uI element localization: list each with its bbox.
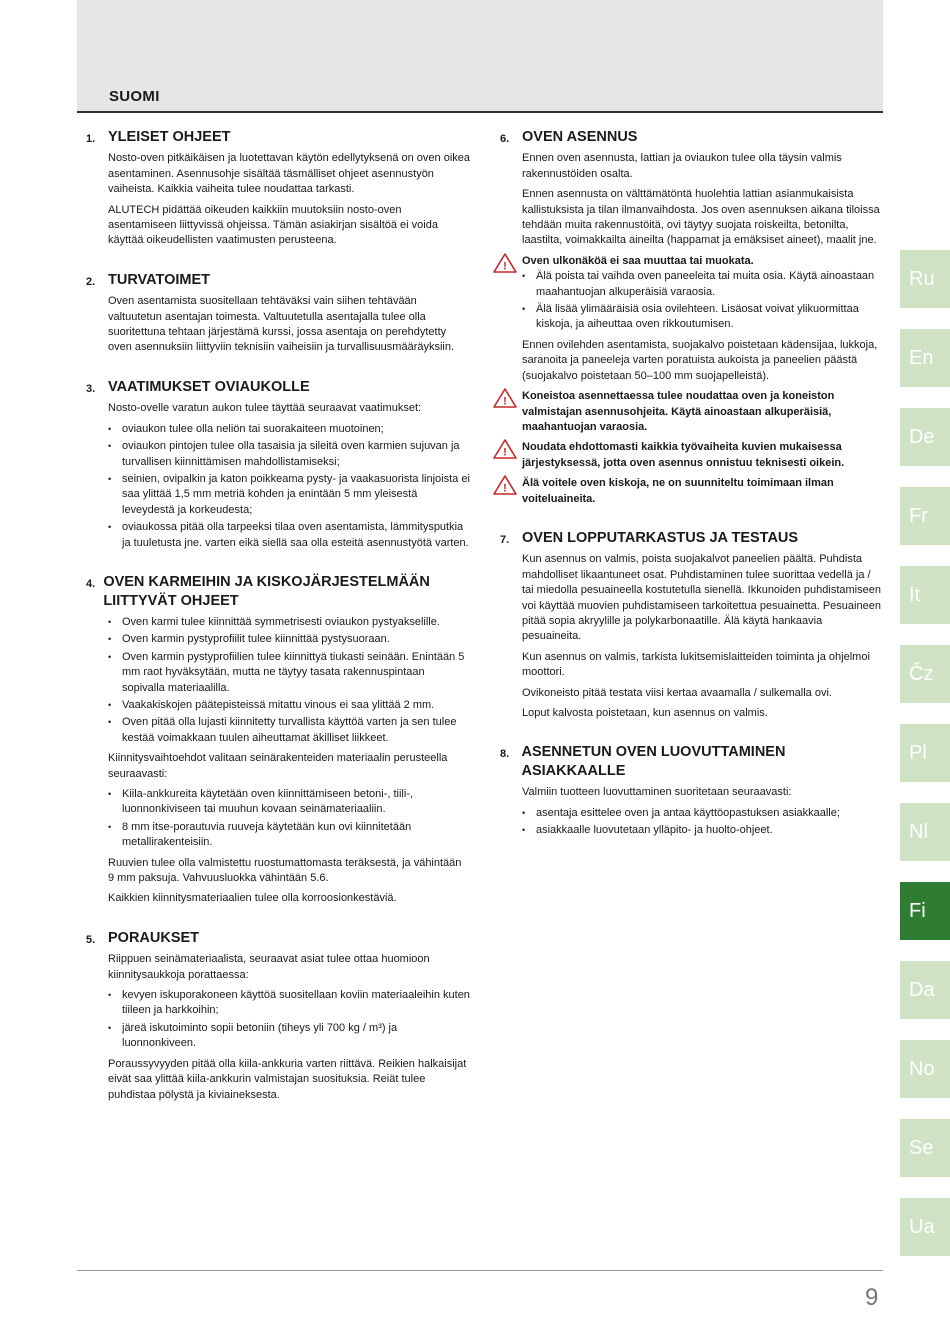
paragraph: Ennen oven asennusta, lattian ja oviaukon tulee olla täysin valmis rakennustöiden osalta.	[522, 152, 842, 180]
warning-block	[492, 476, 884, 507]
header-band	[77, 0, 883, 113]
section-5	[86, 929, 470, 1103]
tab-se[interactable]: Se	[900, 1119, 950, 1177]
tab-fi[interactable]: Fi	[900, 882, 950, 940]
bullet-list	[108, 615, 470, 746]
section-8	[500, 743, 884, 838]
paragraph: Ennen ovilehden asentamista, suojakalvo poistetaan kädensijaa, lukkoja, saranoita ja paneeleja varten poratuista aukoista ja paneelien päästä (suojakalvo poistetaan 50–100 mm suojapelleistä).	[522, 338, 878, 382]
warning-text: Oven ulkonäköä ei saa muuttaa tai muokata.	[522, 254, 754, 267]
svg-text:!: !	[503, 446, 507, 459]
warning-text: Älä voitele oven kiskoja, ne on suunniteltu toimimaan ilman voiteluaineita.	[522, 477, 834, 505]
footer-divider	[77, 1270, 883, 1271]
paragraph: ALUTECH pidättää oikeuden kaikkiin muutoksiin nosto-oven asentamiseen liittyvissä ohjeissa. Tämän asiakirjan sisältöä ei voida käyttää oikeudellisten vaatimusten perusteena.	[108, 203, 438, 247]
list-item: • seinien, ovipalkin ja katon poikkeama pysty- ja vaakasuorista linjoista ei saa ylittää 1,5 mm metriä kohden ja enintään 5 mm yleisestä leveydestä ja korkeudesta;	[108, 472, 470, 518]
section-3	[86, 378, 470, 551]
section-title: OVEN KARMEIHIN JA KISKOJÄRJESTELMÄÄN LIITTYVÄT OHJEET	[103, 573, 430, 609]
list-item: • Oven pitää olla lujasti kiinnitetty turvallista käyttöä varten ja sen tulee kestää voimakkaan tuulen aiheuttamat äkilliset liikkeet.	[108, 715, 470, 746]
list-item: • oviaukon pintojen tulee olla tasaisia ja sileitä oven karmien sujuvan ja turvallisen kiinnittämisen mahdollistamiseksi;	[108, 439, 470, 470]
list-item: • järeä iskutoiminto sopii betoniin (tiheys yli 700 kg / m³) ja luonnonkiveen.	[108, 1021, 470, 1052]
section-6	[500, 128, 884, 507]
right-column	[500, 128, 884, 861]
section-number: 8.	[500, 748, 510, 761]
section-2	[86, 271, 470, 356]
paragraph: Nosto-oven pitkäikäisen ja luotettavan käytön edellytyksenä on oven oikea asentaminen. Asennusohje sisältää täsmälliset ohjeet asennustyön vaiheista. Kaikkia vaiheita tulee noudattaa tarkasti.	[108, 152, 471, 196]
warning-block	[492, 440, 884, 471]
section-1	[86, 128, 470, 249]
paragraph: Ovikoneisto pitää testata viisi kertaa avaamalla / sulkemalla ovi.	[522, 686, 832, 699]
section-number: 3.	[86, 382, 96, 395]
tab-pl[interactable]: Pl	[900, 724, 950, 782]
page-number: 9	[865, 1284, 879, 1311]
section-4	[86, 573, 470, 907]
warning-triangle-icon	[492, 474, 518, 496]
tab-it[interactable]: It	[900, 566, 950, 624]
section-title: TURVATOIMET	[108, 271, 211, 288]
section-title: OVEN ASENNUS	[522, 129, 638, 145]
tab-nl[interactable]: Nl	[900, 803, 950, 861]
warning-block	[492, 254, 884, 384]
paragraph: Ruuvien tulee olla valmistettu ruostumattomasta teräksestä, ja vähintään 9 mm paksuja. Vahvuusluokka vähintään 5.6.	[108, 856, 462, 885]
list-item: • oviaukon tulee olla neliön tai suorakaiteen muotoinen;	[108, 422, 470, 437]
tab-fr[interactable]: Fr	[900, 487, 950, 545]
list-item: • Oven karmin pystyprofiilien tulee kiinnittyä tiukasti seinään. Enintään 5 mm raot hyväksytään, mutta ne täytyy tasata rakennuspintaan sopivalla materiaalilla.	[108, 650, 470, 696]
bullet-list	[108, 422, 470, 551]
paragraph: Valmiin tuotteen luovuttaminen suoritetaan seuraavasti:	[522, 786, 792, 799]
list-item: • oviaukossa pitää olla tarpeeksi tilaa oven asentamista, lämmitysputkia ja tuuletusta jne. varten eikä siellä saa olla esteitä asennustyötä varten.	[108, 520, 470, 551]
tab-no[interactable]: No	[900, 1040, 950, 1098]
paragraph: Oven asentamista suositellaan tehtäväksi vain siihen tehtävään valtuutetun asentajan toimesta. Valtuutetulla asentajalla tulee olla suoritettuna tehtaan järjestämä kurssi, jossa asentaja on perehdytetty oven asennuksiin liittyviin teknisiin vaiheisiin ja turvallisuusmääräyksiin.	[108, 295, 455, 354]
paragraph: Riippuen seinämateriaalista, seuraavat asiat tulee ottaa huomioon kiinnitysaukkoja porattaessa:	[108, 953, 430, 981]
tab-en[interactable]: En	[900, 329, 950, 387]
svg-text:!: !	[503, 482, 507, 495]
list-item: • Oven karmin pystyprofiilit tulee kiinnittää pystysuoraan.	[108, 632, 470, 647]
section-7	[500, 529, 884, 721]
paragraph: Poraussyvyyden pitää olla kiila-ankkuria varten riittävä. Reikien halkaisijat eivät saa ylittää kiila-ankkurin valmistajan suosituksia. Reiät tulee puhdistaa pölystä ja kiviaineksesta.	[108, 1057, 467, 1101]
list-item: • Vaakakiskojen päätepisteissä mitattu vinous ei saa ylittää 2 mm.	[108, 698, 470, 713]
list-item: • kevyen iskuporakoneen käyttöä suositellaan koviin materiaaleihin kuten tiileen ja harkkoihin;	[108, 988, 470, 1019]
list-item: • asentaja esittelee oven ja antaa käyttöopastuksen asiakkaalle;	[522, 806, 884, 821]
list-item: • Kiila-ankkureita käytetään oven kiinnittämiseen betoni-, tiili-, luonnonkiviseen tai muuhun kovaan seinämateriaaliin.	[108, 787, 470, 818]
list-item: • Älä poista tai vaihda oven paneeleita tai muita osia. Käytä ainoastaan maahantuojan alkuperäisiä varaosia.	[522, 269, 884, 300]
left-column	[86, 128, 470, 1125]
bullet-list	[522, 806, 884, 839]
section-title: PORAUKSET	[108, 929, 200, 946]
page-language-title: SUOMI	[109, 88, 160, 105]
section-number: 4.	[86, 577, 96, 590]
warning-text: Noudata ehdottomasti kaikkia työvaiheita kuvien mukaisessa järjestyksessä, jotta oven asennus onnistuu teknisesti oikein.	[522, 441, 845, 469]
section-title: OVEN LOPPUTARKASTUS JA TESTAUS	[522, 529, 799, 546]
section-title: VAATIMUKSET OVIAUKOLLE	[108, 378, 310, 395]
section-number: 6.	[500, 133, 510, 145]
list-item: • 8 mm itse-porautuvia ruuveja käytetään kun ovi kiinnitetään metallirakenteisiin.	[108, 820, 470, 851]
tab-cz[interactable]: Čz	[900, 645, 950, 703]
paragraph: Kiinnitysvaihtoehdot valitaan seinärakenteiden materiaalin perusteella seuraavasti:	[108, 752, 448, 780]
section-number: 1.	[86, 133, 96, 145]
paragraph: Kaikkien kiinnitysmateriaalien tulee olla korroosionkestäviä.	[108, 892, 397, 905]
warning-triangle-icon	[492, 438, 518, 460]
section-title: YLEISET OHJEET	[108, 129, 231, 145]
list-item: • Oven karmi tulee kiinnittää symmetrisesti oviaukon pystyakselille.	[108, 615, 470, 630]
svg-text:!: !	[503, 395, 507, 408]
bullet-list	[108, 787, 470, 851]
svg-text:!: !	[503, 260, 507, 273]
tab-de[interactable]: De	[900, 408, 950, 466]
tab-ua[interactable]: Ua	[900, 1198, 950, 1256]
section-number: 2.	[86, 275, 96, 288]
section-number: 7.	[500, 533, 510, 546]
paragraph: Nosto-ovelle varatun aukon tulee täyttää seuraavat vaatimukset:	[108, 402, 422, 415]
tab-da[interactable]: Da	[900, 961, 950, 1019]
paragraph: Ennen asennusta on välttämätöntä huolehtia lattian asianmukaisista kallistuksista ja tilan ilmanvaihdosta. Jos oven asennuksen aikana tiloissa tehdään muita rakennustöitä, ovi täytyy suojata roiskeilta, betonilta, laastilta, voimakkailta aineilta (happamat ja emäksiset aineet), maalit jne.	[522, 188, 880, 247]
list-item: • Älä lisää ylimääräisiä osia ovilehteen. Lisäosat voivat ylikuormittaa kiskoja, ja aiheuttaa oven rikkoutumisen.	[522, 302, 884, 333]
paragraph: Kun asennus on valmis, tarkista lukitsemislaitteiden toiminta ja ohjelmoi moottori.	[522, 650, 870, 679]
warning-block	[492, 389, 884, 435]
paragraph: Kun asennus on valmis, poista suojakalvot paneelien päältä. Puhdista mahdolliset likaantuneet osat. Puhdistaminen tulee suorittaa vedellä ja / tai miedolla pesuaineella kostutetulla sienellä. Ikkunoiden puhdistamiseen voi käyttää muovien puhdistamiseen tarkoitettua pesuainetta. Pesuaineen pitää sopia akryylille ja polykarbonaatille. Älä käytä hankaavia pesuaineita.	[522, 553, 881, 643]
language-tabs	[900, 250, 950, 1277]
list-item: • asiakkaalle luovutetaan ylläpito- ja huolto-ohjeet.	[522, 823, 884, 838]
bullet-list	[108, 988, 470, 1052]
bullet-list	[522, 269, 884, 333]
paragraph: Loput kalvosta poistetaan, kun asennus on valmis.	[522, 707, 768, 719]
warning-text: Koneistoa asennettaessa tulee noudattaa oven ja koneiston valmistajan asennusohjeita. Käytä ainoastaan alkuperäisiä, maahantuojan varaosia.	[522, 390, 835, 433]
section-number: 5.	[86, 933, 96, 946]
warning-triangle-icon	[492, 387, 518, 409]
section-title: ASENNETUN OVEN LUOVUTTAMINEN ASIAKKAALLE	[521, 744, 786, 780]
warning-triangle-icon	[492, 252, 518, 274]
tab-ru[interactable]: Ru	[900, 250, 950, 308]
